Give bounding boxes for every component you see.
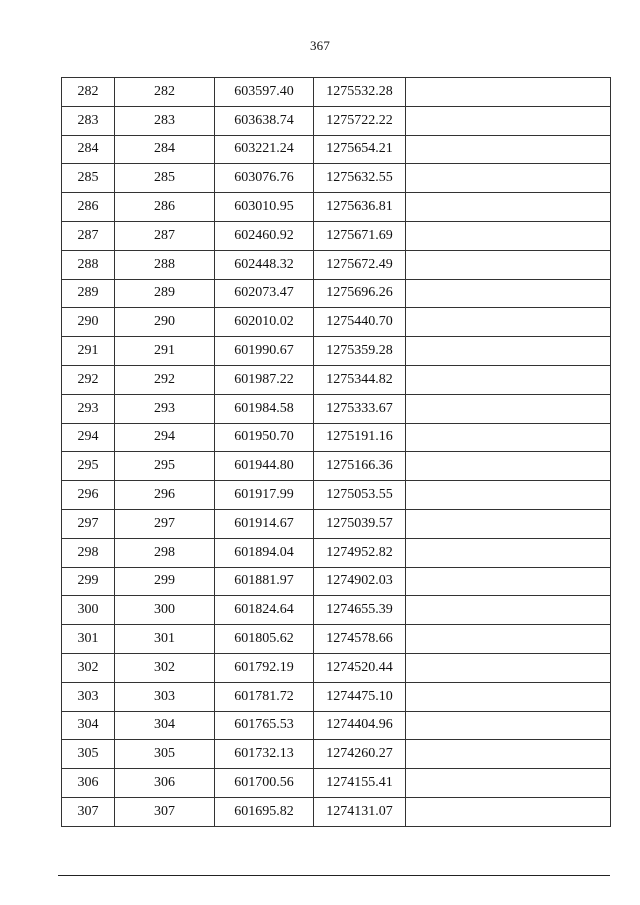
- x-coordinate-cell: 602448.32: [215, 250, 314, 279]
- notes-cell: [406, 221, 611, 250]
- row-number-cell: 284: [62, 135, 115, 164]
- notes-cell: [406, 769, 611, 798]
- row-number-cell: 302: [62, 653, 115, 682]
- point-id-cell: 294: [115, 423, 215, 452]
- row-number-cell: 301: [62, 625, 115, 654]
- row-number-cell: 285: [62, 164, 115, 193]
- y-coordinate-cell: 1274475.10: [314, 682, 406, 711]
- footer-rule: [58, 875, 610, 876]
- x-coordinate-cell: 601987.22: [215, 365, 314, 394]
- notes-cell: [406, 682, 611, 711]
- point-id-cell: 292: [115, 365, 215, 394]
- table-row: [62, 164, 611, 193]
- notes-cell: [406, 653, 611, 682]
- point-id-cell: 287: [115, 221, 215, 250]
- notes-cell: [406, 106, 611, 135]
- y-coordinate-cell: 1275672.49: [314, 250, 406, 279]
- point-id-cell: 300: [115, 596, 215, 625]
- point-id-cell: 307: [115, 797, 215, 826]
- x-coordinate-cell: 601990.67: [215, 337, 314, 366]
- point-id-cell: 298: [115, 538, 215, 567]
- notes-cell: [406, 740, 611, 769]
- point-id-cell: 301: [115, 625, 215, 654]
- y-coordinate-cell: 1275632.55: [314, 164, 406, 193]
- notes-cell: [406, 452, 611, 481]
- point-id-cell: 295: [115, 452, 215, 481]
- y-coordinate-cell: 1275359.28: [314, 337, 406, 366]
- row-number-cell: 298: [62, 538, 115, 567]
- y-coordinate-cell: 1275191.16: [314, 423, 406, 452]
- notes-cell: [406, 596, 611, 625]
- row-number-cell: 287: [62, 221, 115, 250]
- row-number-cell: 286: [62, 193, 115, 222]
- y-coordinate-cell: 1275722.22: [314, 106, 406, 135]
- table-row: [62, 740, 611, 769]
- notes-cell: [406, 509, 611, 538]
- notes-cell: [406, 567, 611, 596]
- row-number-cell: 297: [62, 509, 115, 538]
- row-number-cell: 306: [62, 769, 115, 798]
- y-coordinate-cell: 1275654.21: [314, 135, 406, 164]
- point-id-cell: 291: [115, 337, 215, 366]
- y-coordinate-cell: 1275166.36: [314, 452, 406, 481]
- row-number-cell: 292: [62, 365, 115, 394]
- table-row: [62, 337, 611, 366]
- x-coordinate-cell: 602010.02: [215, 308, 314, 337]
- point-id-cell: 303: [115, 682, 215, 711]
- point-id-cell: 289: [115, 279, 215, 308]
- notes-cell: [406, 78, 611, 107]
- table-row: [62, 452, 611, 481]
- x-coordinate-cell: 602073.47: [215, 279, 314, 308]
- table-row: [62, 797, 611, 826]
- notes-cell: [406, 538, 611, 567]
- row-number-cell: 294: [62, 423, 115, 452]
- row-number-cell: 304: [62, 711, 115, 740]
- row-number-cell: 299: [62, 567, 115, 596]
- row-number-cell: 290: [62, 308, 115, 337]
- y-coordinate-cell: 1275333.67: [314, 394, 406, 423]
- point-id-cell: 285: [115, 164, 215, 193]
- y-coordinate-cell: 1274260.27: [314, 740, 406, 769]
- x-coordinate-cell: 601700.56: [215, 769, 314, 798]
- notes-cell: [406, 797, 611, 826]
- table-row: [62, 279, 611, 308]
- y-coordinate-cell: 1275440.70: [314, 308, 406, 337]
- table-row: [62, 481, 611, 510]
- x-coordinate-cell: 601805.62: [215, 625, 314, 654]
- table-row: [62, 394, 611, 423]
- x-coordinate-cell: 603076.76: [215, 164, 314, 193]
- notes-cell: [406, 308, 611, 337]
- table-row: [62, 682, 611, 711]
- row-number-cell: 288: [62, 250, 115, 279]
- point-id-cell: 305: [115, 740, 215, 769]
- row-number-cell: 295: [62, 452, 115, 481]
- y-coordinate-cell: 1275696.26: [314, 279, 406, 308]
- table-row: [62, 221, 611, 250]
- table-row: [62, 193, 611, 222]
- notes-cell: [406, 625, 611, 654]
- table-row: [62, 711, 611, 740]
- x-coordinate-cell: 601695.82: [215, 797, 314, 826]
- table-row: [62, 250, 611, 279]
- y-coordinate-cell: 1275053.55: [314, 481, 406, 510]
- point-id-cell: 304: [115, 711, 215, 740]
- notes-cell: [406, 481, 611, 510]
- table-row: [62, 135, 611, 164]
- page-number: 367: [309, 38, 331, 53]
- table-row: [62, 567, 611, 596]
- point-id-cell: 296: [115, 481, 215, 510]
- x-coordinate-cell: 601824.64: [215, 596, 314, 625]
- notes-cell: [406, 279, 611, 308]
- x-coordinate-cell: 601781.72: [215, 682, 314, 711]
- row-number-cell: 300: [62, 596, 115, 625]
- x-coordinate-cell: 601944.80: [215, 452, 314, 481]
- point-id-cell: 299: [115, 567, 215, 596]
- y-coordinate-cell: 1275636.81: [314, 193, 406, 222]
- x-coordinate-cell: 603221.24: [215, 135, 314, 164]
- y-coordinate-cell: 1274520.44: [314, 653, 406, 682]
- notes-cell: [406, 135, 611, 164]
- row-number-cell: 293: [62, 394, 115, 423]
- coordinates-table-body: [62, 78, 611, 827]
- y-coordinate-cell: 1274902.03: [314, 567, 406, 596]
- x-coordinate-cell: 601950.70: [215, 423, 314, 452]
- point-id-cell: 283: [115, 106, 215, 135]
- point-id-cell: 302: [115, 653, 215, 682]
- notes-cell: [406, 394, 611, 423]
- x-coordinate-cell: 601914.67: [215, 509, 314, 538]
- table-row: [62, 653, 611, 682]
- coordinates-table: [61, 77, 611, 827]
- table-row: [62, 538, 611, 567]
- notes-cell: [406, 365, 611, 394]
- point-id-cell: 290: [115, 308, 215, 337]
- y-coordinate-cell: 1274578.66: [314, 625, 406, 654]
- table-row: [62, 596, 611, 625]
- y-coordinate-cell: 1274131.07: [314, 797, 406, 826]
- y-coordinate-cell: 1274952.82: [314, 538, 406, 567]
- x-coordinate-cell: 601765.53: [215, 711, 314, 740]
- table-row: [62, 423, 611, 452]
- table-row: [62, 106, 611, 135]
- y-coordinate-cell: 1275344.82: [314, 365, 406, 394]
- point-id-cell: 282: [115, 78, 215, 107]
- notes-cell: [406, 423, 611, 452]
- x-coordinate-cell: 603597.40: [215, 78, 314, 107]
- row-number-cell: 282: [62, 78, 115, 107]
- point-id-cell: 288: [115, 250, 215, 279]
- x-coordinate-cell: 601881.97: [215, 567, 314, 596]
- table-row: [62, 769, 611, 798]
- table-row: [62, 365, 611, 394]
- notes-cell: [406, 164, 611, 193]
- notes-cell: [406, 711, 611, 740]
- point-id-cell: 293: [115, 394, 215, 423]
- y-coordinate-cell: 1275671.69: [314, 221, 406, 250]
- y-coordinate-cell: 1275532.28: [314, 78, 406, 107]
- row-number-cell: 303: [62, 682, 115, 711]
- row-number-cell: 291: [62, 337, 115, 366]
- row-number-cell: 307: [62, 797, 115, 826]
- notes-cell: [406, 337, 611, 366]
- row-number-cell: 283: [62, 106, 115, 135]
- table-row: [62, 78, 611, 107]
- x-coordinate-cell: 602460.92: [215, 221, 314, 250]
- y-coordinate-cell: 1274155.41: [314, 769, 406, 798]
- notes-cell: [406, 250, 611, 279]
- y-coordinate-cell: 1274404.96: [314, 711, 406, 740]
- x-coordinate-cell: 601917.99: [215, 481, 314, 510]
- point-id-cell: 284: [115, 135, 215, 164]
- table-row: [62, 625, 611, 654]
- point-id-cell: 286: [115, 193, 215, 222]
- row-number-cell: 296: [62, 481, 115, 510]
- table-row: [62, 308, 611, 337]
- x-coordinate-cell: 601732.13: [215, 740, 314, 769]
- x-coordinate-cell: 601894.04: [215, 538, 314, 567]
- table-row: [62, 509, 611, 538]
- x-coordinate-cell: 603638.74: [215, 106, 314, 135]
- row-number-cell: 289: [62, 279, 115, 308]
- x-coordinate-cell: 601792.19: [215, 653, 314, 682]
- x-coordinate-cell: 601984.58: [215, 394, 314, 423]
- point-id-cell: 306: [115, 769, 215, 798]
- row-number-cell: 305: [62, 740, 115, 769]
- x-coordinate-cell: 603010.95: [215, 193, 314, 222]
- point-id-cell: 297: [115, 509, 215, 538]
- y-coordinate-cell: 1275039.57: [314, 509, 406, 538]
- notes-cell: [406, 193, 611, 222]
- y-coordinate-cell: 1274655.39: [314, 596, 406, 625]
